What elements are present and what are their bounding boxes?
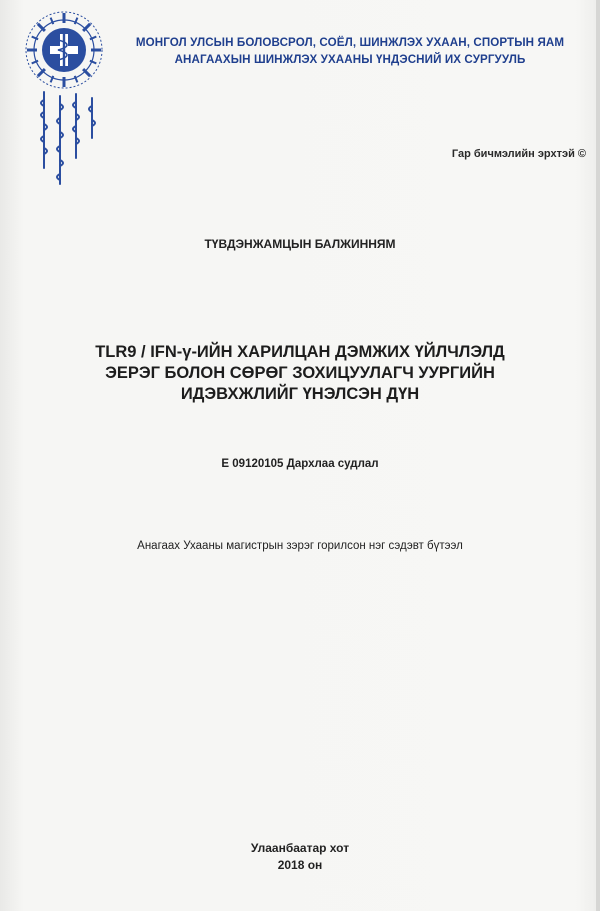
author-name: ТҮВДЭНЖАМЦЫН БАЛЖИННЯМ — [204, 237, 396, 251]
place-and-year — [0, 840, 600, 874]
institution-header — [112, 34, 588, 68]
thesis-title-line-2: ЭЕРЭГ БОЛОН СӨРӨГ ЗОХИЦУУЛАГЧ УУРГИЙН — [105, 364, 495, 382]
page-edge-shadow — [596, 0, 600, 911]
city: Улаанбаатар хот — [250, 841, 350, 855]
degree-statement: Анагаах Ухааны магистрын зэрэг горилсон нэг сэдэвт бүтээл — [137, 540, 463, 552]
thesis-title-line-3: ИДЭВХЖЛИЙГ ҮНЭЛСЭН ДҮН — [180, 385, 420, 403]
thesis-title-line-1: TLR9 / IFN-γ-ИЙН ХАРИЛЦАН ДЭМЖИХ ҮЙЛЧЛЭЛД — [95, 343, 505, 361]
mongolian-script-icon — [30, 88, 102, 198]
thesis-title — [60, 342, 540, 405]
specialty-code: Е 09120105 Дархлаа судлал — [221, 458, 379, 470]
institution-line-ministry: МОНГОЛ УЛСЫН БОЛОВСРОЛ, СОЁЛ, ШИНЖЛЭХ УХААН, СПОРТЫН ЯАМ — [135, 36, 565, 49]
year: 2018 он — [277, 858, 323, 872]
copyright-note: Гар бичмэлийн эрхтэй © — [451, 148, 586, 160]
institution-line-university: АНАГААХЫН ШИНЖЛЭХ УХААНЫ ҮНДЭСНИЙ ИХ СУРГУУЛЬ — [174, 53, 526, 66]
university-emblem-icon — [24, 10, 104, 90]
